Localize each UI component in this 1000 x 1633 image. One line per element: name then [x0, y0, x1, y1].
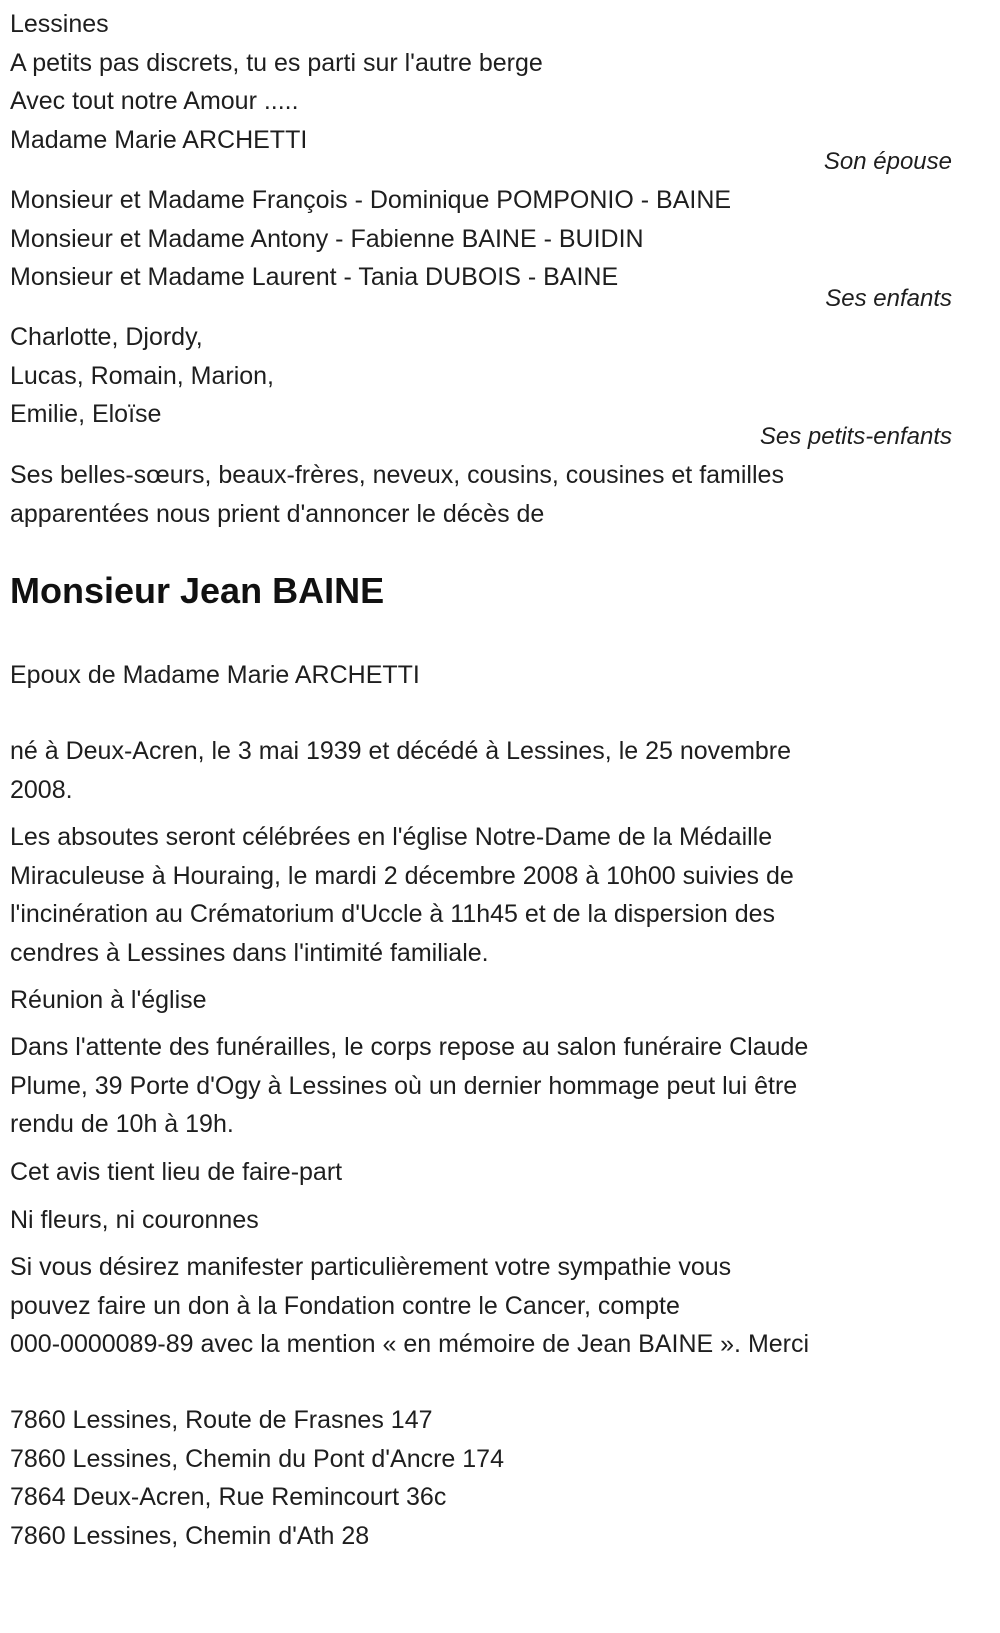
intro [10, 5, 952, 159]
birth-death-line: né à Deux-Acren, le 3 mai 1939 et décédé à Lessines, le 25 novembre [10, 737, 792, 765]
intro-line: Avec tout notre Amour ..... [10, 87, 299, 115]
grandchild-line: Charlotte, Djordy, [10, 323, 203, 351]
birth-death-line: 2008. [10, 775, 73, 804]
address-line: 7860 Lessines, Chemin du Pont d'Ancre 174 [10, 1444, 504, 1473]
donation-line: pouvez faire un don à la Fondation contre le Cancer, compte [10, 1291, 680, 1320]
flowers [10, 1201, 952, 1240]
notice [10, 1153, 952, 1192]
ceremony-line: Les absoutes seront célébrées en l'église Notre-Dame de la Médaille [10, 823, 773, 851]
child-line: Monsieur et Madame François - Dominique POMPONIO - BAINE [10, 186, 732, 214]
intro-line: Lessines [10, 10, 109, 38]
ceremony-line: Miraculeuse à Houraing, le mardi 2 décembre 2008 à 10h00 suivies de [10, 861, 794, 890]
ceremony [10, 818, 952, 972]
child-line: Monsieur et Madame Laurent - Tania DUBOIS - BAINE [10, 263, 619, 291]
donation-line: Si vous désirez manifester particulièrement votre sympathie vous [10, 1253, 732, 1281]
grandchild-line: Emilie, Eloïse [10, 400, 162, 428]
deceased-name: Monsieur Jean BAINE [10, 570, 385, 611]
ceremony-line: cendres à Lessines dans l'intimité familiale. [10, 938, 489, 967]
addresses [10, 1401, 952, 1555]
spouse-text: Epoux de Madame Marie ARCHETTI [10, 661, 420, 689]
grandchildren [10, 318, 952, 434]
meeting [10, 981, 952, 1020]
birth-death [10, 732, 952, 809]
address-line: 7860 Lessines, Route de Frasnes 147 [10, 1406, 433, 1434]
visitation-line: Plume, 39 Porte d'Ogy à Lessines où un dernier hommage peut lui être [10, 1071, 798, 1100]
family-line: apparentées nous prient d'annoncer le décès de [10, 499, 545, 528]
visitation [10, 1028, 952, 1144]
child-line: Monsieur et Madame Antony - Fabienne BAINE - BUIDIN [10, 224, 644, 253]
visitation-line: rendu de 10h à 19h. [10, 1110, 234, 1138]
address-line: 7864 Deux-Acren, Rue Remincourt 36c [10, 1483, 447, 1511]
label-children: Ses enfants [825, 285, 952, 312]
meeting-text: Réunion à l'église [10, 986, 207, 1014]
grandchild-line: Lucas, Romain, Marion, [10, 361, 275, 390]
intro-line: Madame Marie ARCHETTI [10, 125, 308, 154]
donation [10, 1248, 952, 1364]
label-grandchildren: Ses petits-enfants [759, 423, 952, 450]
visitation-line: Dans l'attente des funérailles, le corps repose au salon funéraire Claude [10, 1033, 809, 1061]
family [10, 456, 952, 533]
children [10, 181, 952, 297]
label-spouse: Son épouse [823, 148, 952, 175]
family-line: Ses belles-sœurs, beaux-frères, neveux, cousins, cousines et familles [10, 461, 784, 489]
spouse-line [10, 656, 952, 695]
intro-line: A petits pas discrets, tu es parti sur l'autre berge [10, 48, 543, 77]
flowers-text: Ni fleurs, ni couronnes [10, 1206, 259, 1234]
notice-text: Cet avis tient lieu de faire-part [10, 1158, 343, 1186]
address-line: 7860 Lessines, Chemin d'Ath 28 [10, 1521, 370, 1550]
ceremony-line: l'incinération au Crématorium d'Uccle à 11h45 et de la dispersion des [10, 900, 776, 928]
donation-line: 000-0000089-89 avec la mention « en mémoire de Jean BAINE ». Merci [10, 1330, 810, 1358]
